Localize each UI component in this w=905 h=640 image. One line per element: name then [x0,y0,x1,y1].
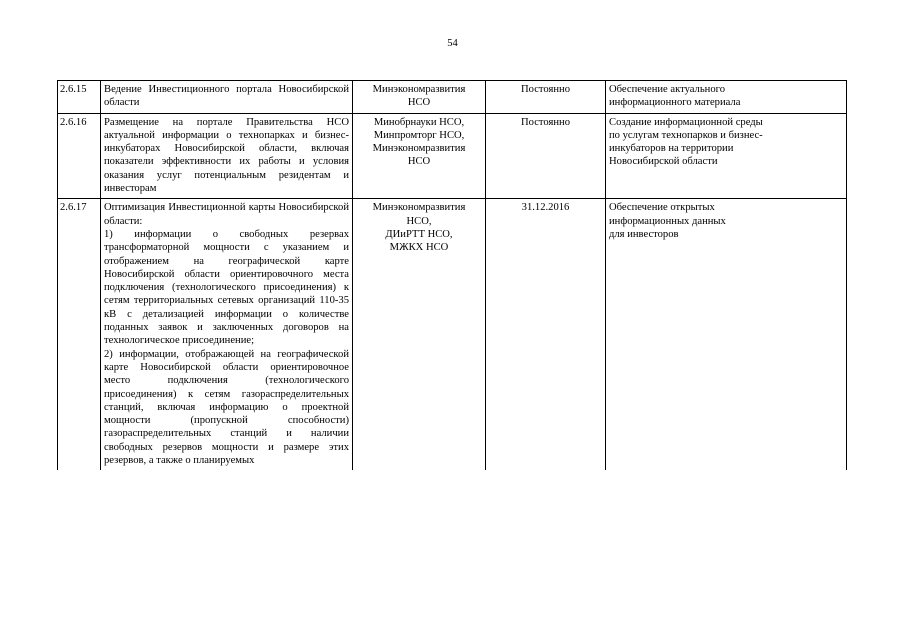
measures-table [57,80,847,470]
activity-cell [101,81,353,114]
deadline-cell: Постоянно [486,113,606,199]
responsible-line: Минэкономразвития [372,202,466,214]
result-line: Создание информационной среды [609,116,763,128]
table-row [58,113,847,199]
deadline-cell: 31.12.2016 [486,199,606,470]
result-cell [606,81,847,114]
result-cell [606,113,847,199]
responsible-cell [353,113,486,199]
item-number: 2.6.16 [58,113,101,199]
responsible-line: НСО [407,156,431,168]
responsible-line: Минобрнауки НСО, [373,116,465,128]
result-line: информационных данных [609,215,726,227]
table-row [58,199,847,470]
responsible-line: НСО, [406,215,432,227]
result-cell [606,199,847,470]
deadline-cell: Постоянно [486,81,606,114]
responsible-line: ДИиРТТ НСО, [385,228,453,240]
activity-text: Ведение Инвестиционного портала Новосибирской области [104,84,349,109]
result-line: информационного материала [609,97,741,109]
responsible-cell [353,81,486,114]
responsible-line: Минпромторг НСО, [373,129,465,141]
responsible-line: МЖКХ НСО [389,242,449,254]
result-line: инкубаторов на территории [609,143,734,155]
responsible-line: Минэкономразвития [372,84,466,95]
table-row [58,81,847,114]
item-number: 2.6.15 [58,81,101,114]
result-line: Обеспечение открытых [609,202,715,214]
responsible-cell [353,199,486,470]
result-line: Новосибирской области [609,156,718,168]
responsible-line: Минэкономразвития [372,143,466,155]
activity-text: Размещение на портале Правительства НСО актуальной информации о технопарках и бизнес-инкубаторах Новосибирской области, включая показатели эффективности их работы и условия оказания услуг потенциальным резидентам и инвесторам [104,116,349,195]
page-number: 54 [447,38,458,49]
activity-cell [101,199,353,470]
responsible-line: НСО [407,97,431,109]
item-number: 2.6.17 [58,199,101,470]
result-line: по услугам технопарков и бизнес- [609,129,763,141]
activity-cell [101,113,353,199]
activity-heading: Оптимизация Инвестиционной карты Новосибирской области: [104,202,349,227]
result-line: Обеспечение актуального [609,84,726,95]
activity-list-item-2: 2) информации, отображающей на географической карте Новосибирской области ориентировочное место подключения (технологического присоединения) к сетям газораспределительных станций, включая информацию о проектной мощности (пропускной способности) газораспределительных станций и наличии свободных резервов мощности и размере этих резервов, а также о планируемых [104,348,349,467]
result-line: для инвесторов [609,228,679,240]
activity-list-item-1: 1) информации о свободных резервах трансформаторной мощности с указанием и отображением на географической карте Новосибирской области ориентировочного места подключения (технологического присоединения) к сетям территориальных сетевых организаций 110-35 кВ с детализацией информации о количестве поданных заявок и заключенных договоров на технологическое присоединение; [104,228,349,347]
